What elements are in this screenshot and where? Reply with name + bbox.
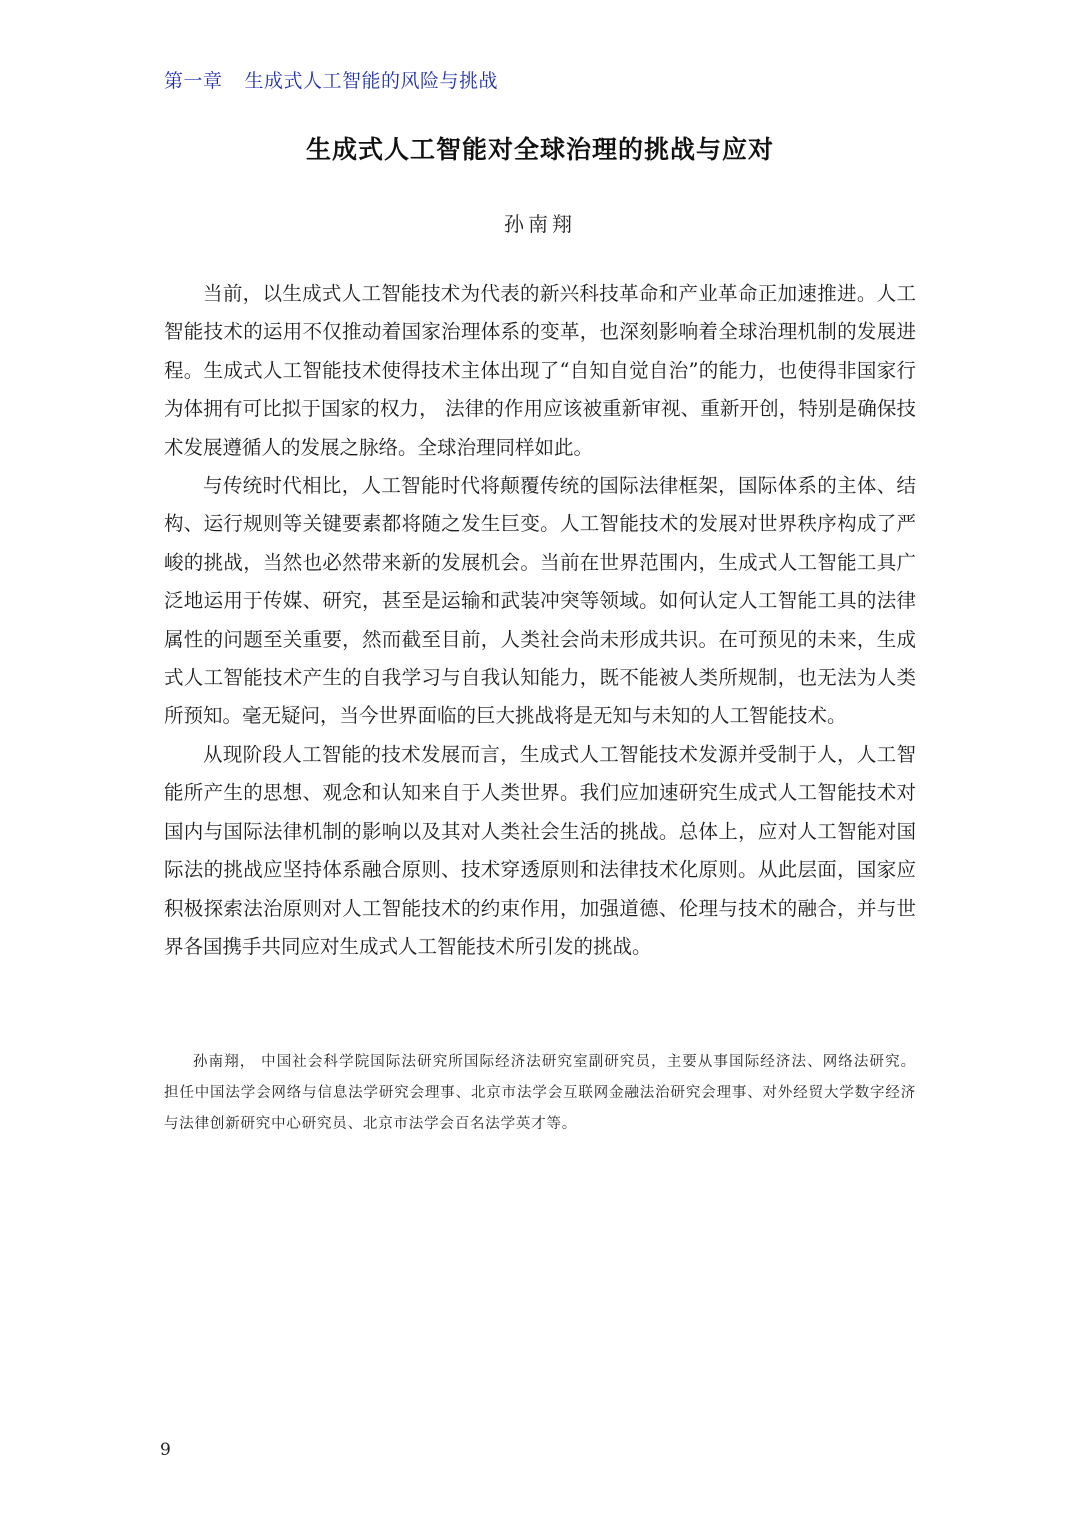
chapter-header [164, 66, 498, 93]
article-title: 生成式人工智能对全球治理的挑战与应对 [305, 135, 774, 164]
body-paragraph: 当前，以生成式人工智能技术为代表的新兴科技革命和产业革命正加速推进。人工智能技术的运用不仅推动着国家治理体系的变革，也深刻影响着全球治理机制的发展进程。生成式人工智能技术使得技术主体出现了“自知自觉自治”的能力，也使得非国家行为体拥有可比拟于国家的权力， 法律的作用应该被重新审视、重新开创，特别是确保技术发展遵循人的发展之脉络。全球治理同样如此。 [164, 282, 916, 459]
page-number: 9 [160, 1440, 171, 1460]
article-author: 孙南翔 [504, 212, 576, 236]
body-paragraph: 从现阶段人工智能的技术发展而言，生成式人工智能技术发源并受制于人，人工智能所产生的思想、观念和认知来自于人类世界。我们应加速研究生成式人工智能技术对国内与国际法律机制的影响以及其对人类社会生活的挑战。总体上，应对人工智能对国际法的挑战应坚持体系融合原则、技术穿透原则和法律技术化原则。从此层面，国家应积极探索法治原则对人工智能技术的约束作用，加强道德、伦理与技术的融合，并与世界各国携手共同应对生成式人工智能技术所引发的挑战。 [164, 742, 916, 958]
body-paragraph: 与传统时代相比，人工智能时代将颠覆传统的国际法律框架，国际体系的主体、结构、运行规则等关键要素都将随之发生巨变。人工智能技术的发展对世界秩序构成了严峻的挑战，当然也必然带来新的发展机会。当前在世界范围内，生成式人工智能工具广泛地运用于传媒、研究，甚至是运输和武装冲突等领域。如何认定人工智能工具的法律属性的问题至关重要，然而截至目前，人类社会尚未形成共识。在可预见的未来，生成式人工智能技术产生的自我学习与自我认知能力，既不能被人类所规制，也无法为人类所预知。毫无疑问，当今世界面临的巨大挑战将是无知与未知的人工智能技术。 [164, 474, 916, 728]
author-bio: 孙南翔， 中国社会科学院国际法研究所国际经济法研究室副研究员，主要从事国际经济法、网络法研究。担任中国法学会网络与信息法学研究会理事、北京市法学会互联网金融法治研究会理事、对外经贸大学数字经济与法律创新研究中心研究员、北京市法学会百名法学英才等。 [164, 1054, 916, 1132]
article-body [164, 275, 916, 966]
chapter-title: 生成式人工智能的风险与挑战 [244, 70, 499, 92]
chapter-number: 第一章 [164, 70, 223, 92]
